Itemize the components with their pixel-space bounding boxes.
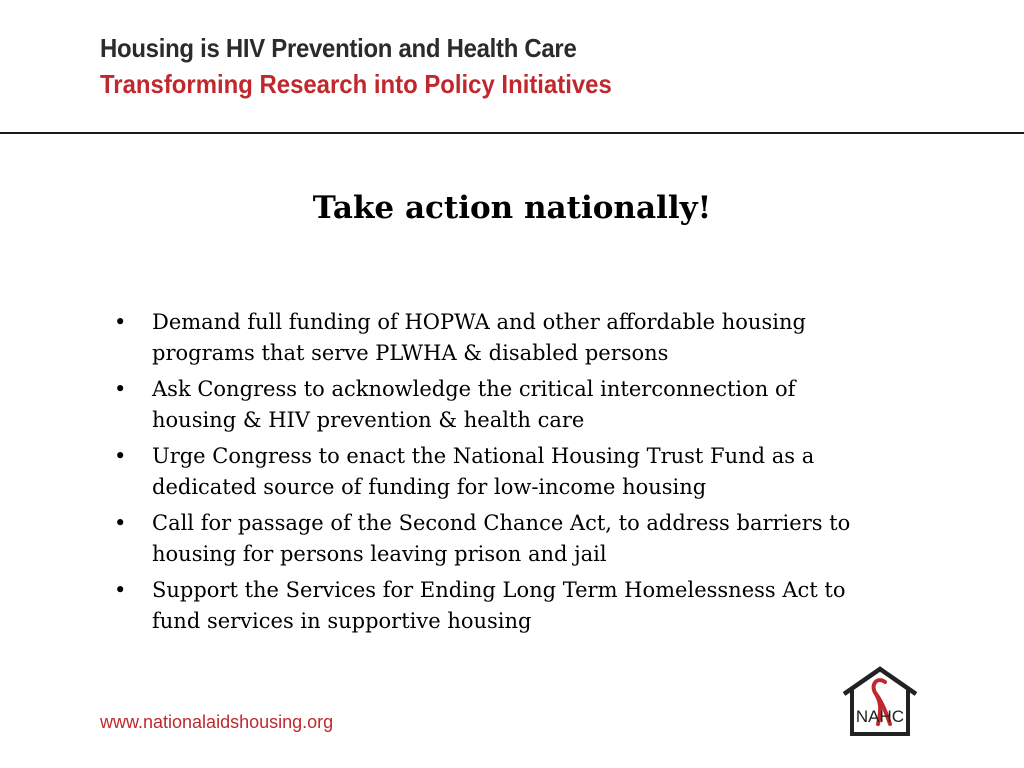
bullet-line-2: housing & HIV prevention & health care xyxy=(152,408,585,432)
bullet-line-1: Demand full funding of HOPWA and other affordable housing xyxy=(152,310,806,334)
bullet-item xyxy=(112,575,912,637)
house-ribbon-logo-icon xyxy=(838,664,922,738)
bullet-line-1: Call for passage of the Second Chance Act, to address barriers to xyxy=(152,511,851,535)
bullet-item xyxy=(112,374,912,436)
bullet-line-2: dedicated source of funding for low-income housing xyxy=(152,475,707,499)
bullet-dot-icon: • xyxy=(114,444,127,468)
footer-url-link[interactable]: www.nationalaidshousing.org xyxy=(100,712,334,732)
bullet-dot-icon: • xyxy=(114,511,127,535)
bullet-line-2: programs that serve PLWHA & disabled persons xyxy=(152,341,669,365)
logo-text: NAHC xyxy=(855,707,905,726)
bullet-list xyxy=(112,307,912,642)
bullet-line-2: fund services in supportive housing xyxy=(152,609,532,633)
bullet-line-1: Support the Services for Ending Long Term Homelessness Act to xyxy=(152,578,846,602)
bullet-item xyxy=(112,508,912,570)
bullet-line-2: housing for persons leaving prison and jail xyxy=(152,542,607,566)
slide-header xyxy=(100,30,656,102)
header-subtitle: Transforming Research into Policy Initiatives xyxy=(100,69,612,99)
bullet-line-1: Ask Congress to acknowledge the critical interconnection of xyxy=(152,377,796,401)
header-divider xyxy=(0,132,1024,134)
bullet-line-1: Urge Congress to enact the National Housing Trust Fund as a xyxy=(152,444,815,468)
slide-title: Take action nationally! xyxy=(312,190,712,226)
bullet-dot-icon: • xyxy=(114,377,127,401)
bullet-dot-icon: • xyxy=(114,310,127,334)
bullet-item xyxy=(112,307,912,369)
bullet-item xyxy=(112,441,912,503)
bullet-dot-icon: • xyxy=(114,578,127,602)
header-title: Housing is HIV Prevention and Health Care xyxy=(100,33,577,63)
